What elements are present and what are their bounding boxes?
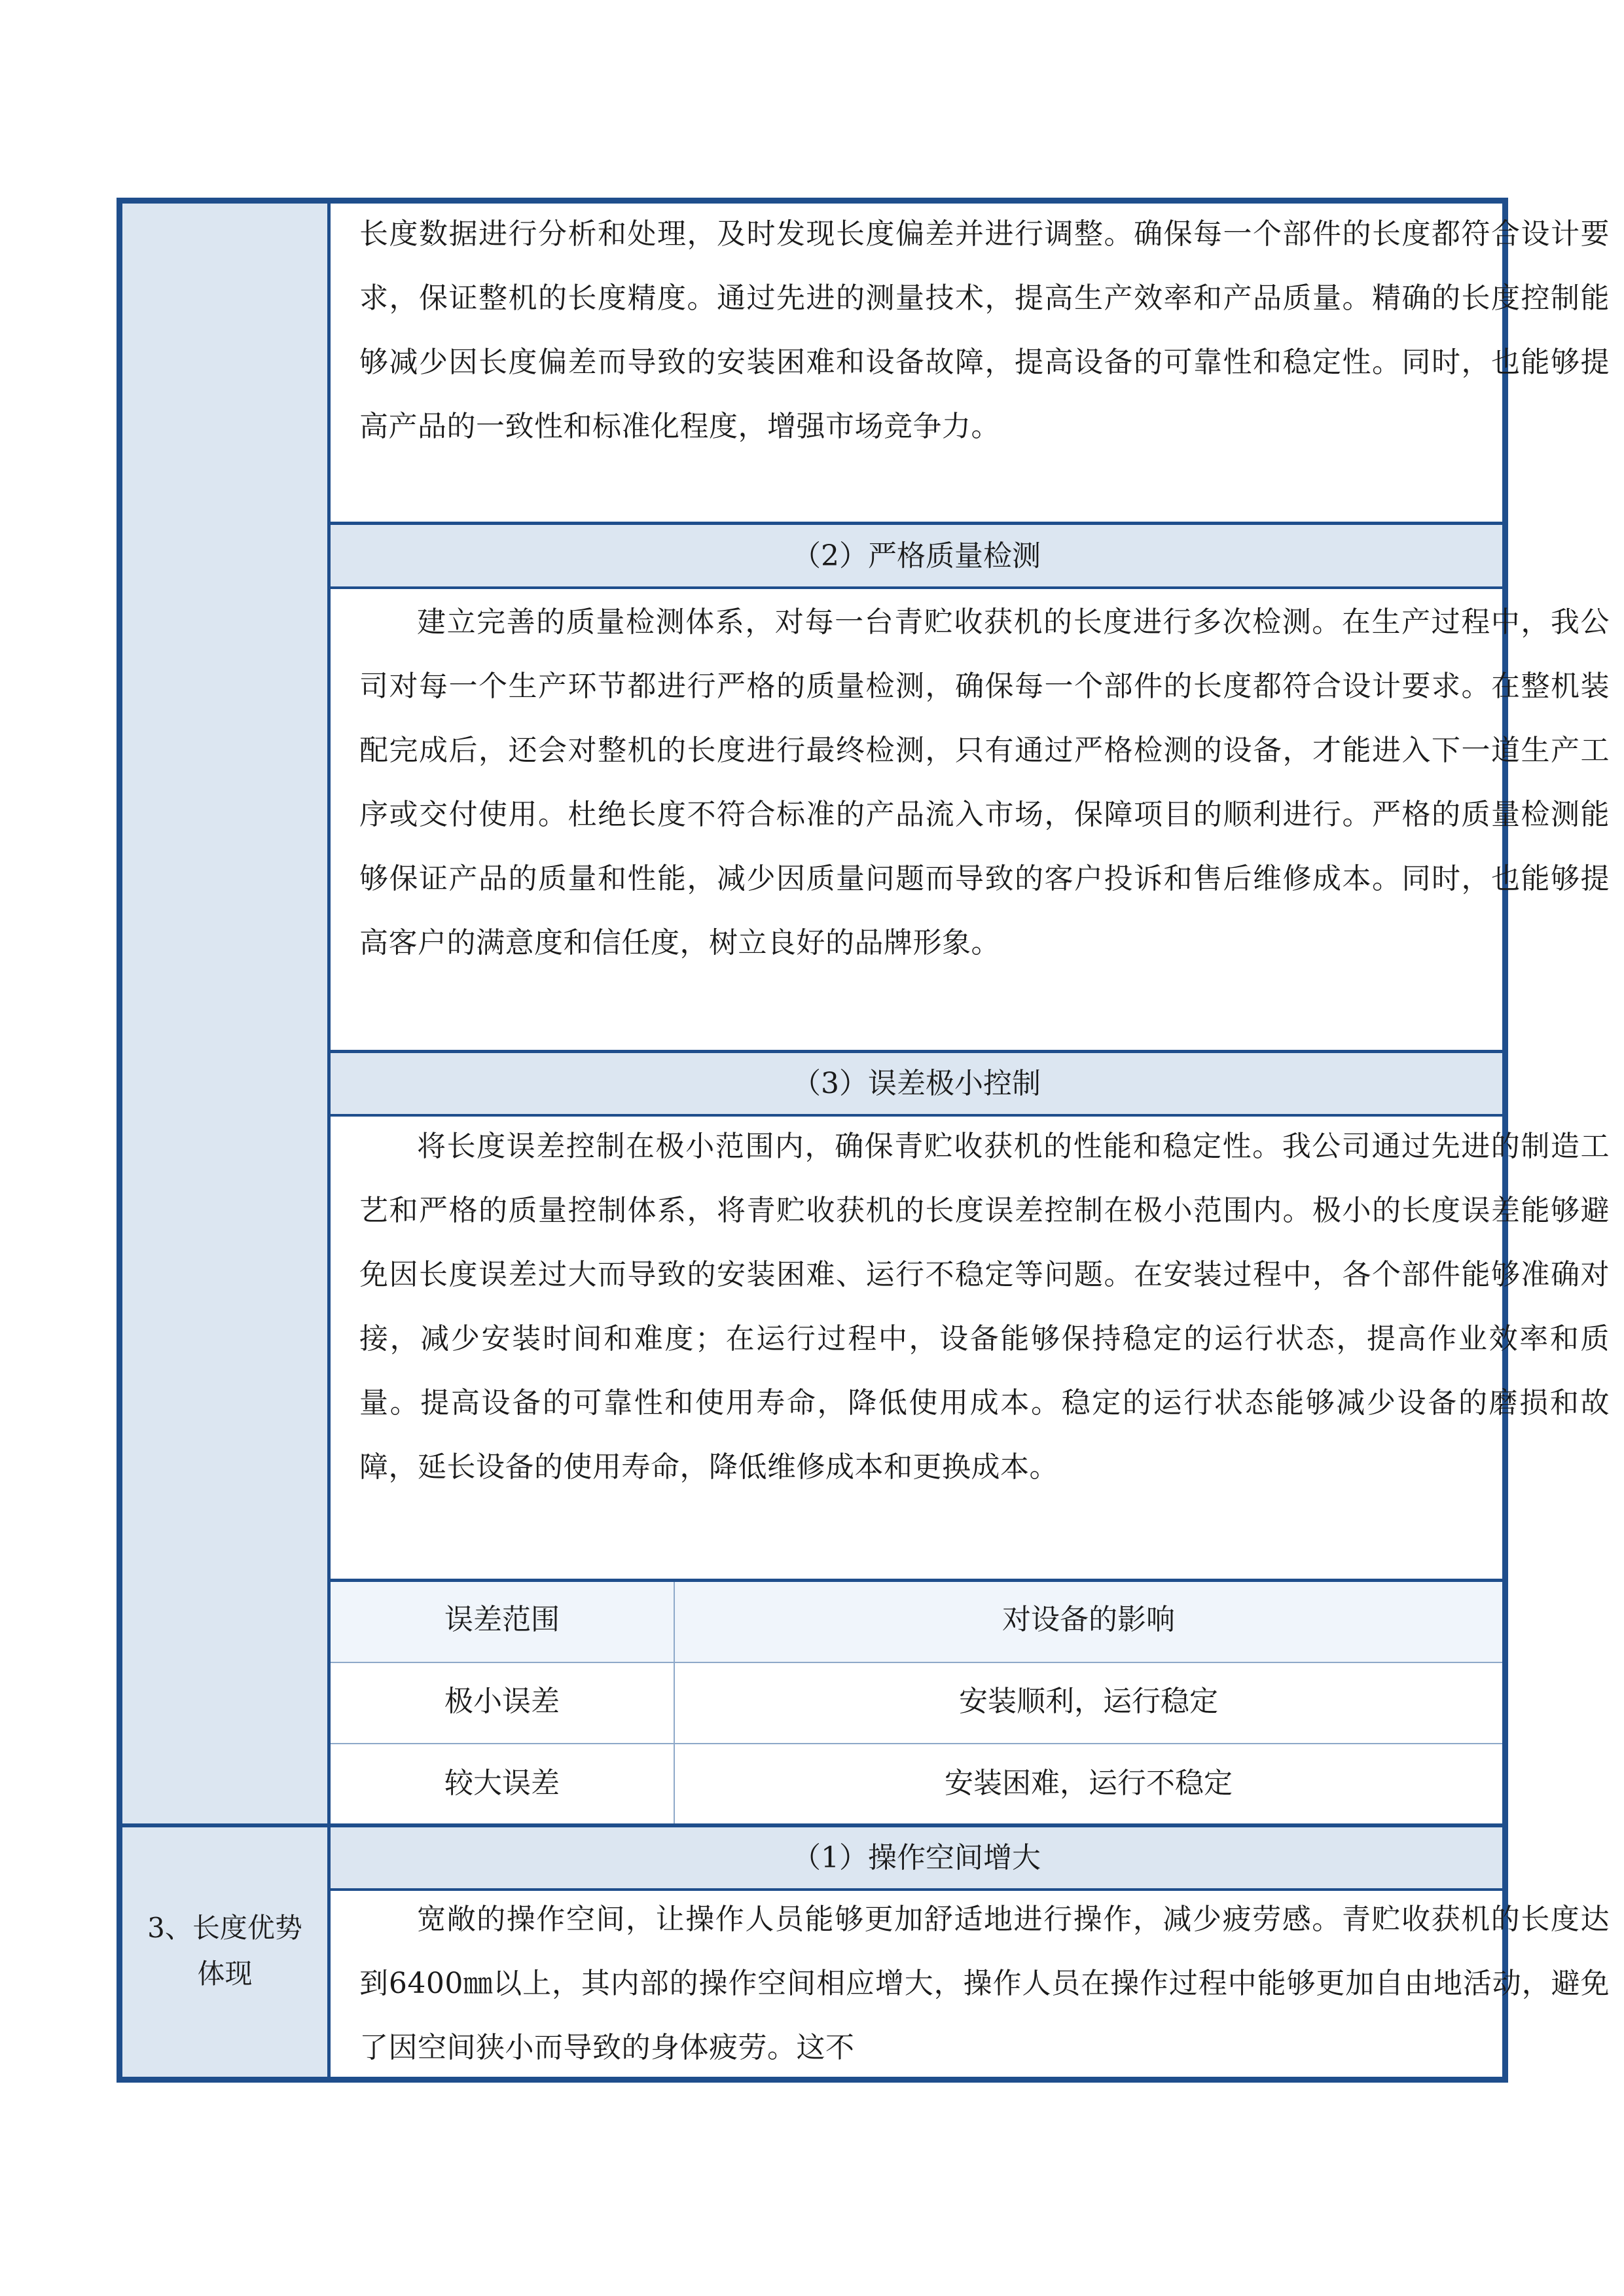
content-table (117, 198, 1610, 2083)
table-header-impact: 对设备的影响 (1002, 1603, 1175, 1636)
section3-title: （3）误差极小控制 (792, 1067, 1041, 1100)
row2-paragraph: 宽敞的操作空间，让操作人员能够更加舒适地进行操作，减少疲劳感。青贮收获机的长度达到6400㎜以上，其内部的操作空间相应增大，操作人员在操作过程中能够更加自由地活动，避免了因空间狭小而导致的身体疲劳。这不 (359, 1903, 1610, 2064)
table-cell: 较大误差 (444, 1767, 560, 1800)
table-cell: 安装困难，运行不稳定 (945, 1767, 1233, 1800)
section1-paragraph: 长度数据进行分析和处理，及时发现长度偏差并进行调整。确保每一个部件的长度都符合设计要求，保证整机的长度精度。通过先进的测量技术，提高生产效率和产品质量。精确的长度控制能够减少因长度偏差而导致的安装困难和设备故障，提高设备的可靠性和稳定性。同时，也能够提高产品的一致性和标准化程度，增强市场竞争力。 (359, 217, 1610, 443)
row-label-length-advantage: 3、长度优势体现 (147, 1912, 302, 1990)
row-label-cell (122, 204, 327, 1823)
section2-title: （2）严格质量检测 (792, 539, 1041, 573)
table-cell: 极小误差 (444, 1685, 560, 1718)
table-header-range: 误差范围 (444, 1603, 560, 1636)
section2-paragraph: 建立完善的质量检测体系，对每一台青贮收获机的长度进行多次检测。在生产过程中，我公司对每一个生产环节都进行严格的质量检测，确保每一个部件的长度都符合设计要求。在整机装配完成后，还会对整机的长度进行最终检测，只有通过严格检测的设备，才能进入下一道生产工序或交付使用。杜绝长度不符合标准的产品流入市场，保障项目的顺利进行。严格的质量检测能够保证产品的质量和性能，减少因质量问题而导致的客户投诉和售后维修成本。同时，也能够提高客户的满意度和信任度，树立良好的品牌形象。 (359, 605, 1610, 960)
section3-paragraph: 将长度误差控制在极小范围内，确保青贮收获机的性能和稳定性。我公司通过先进的制造工艺和严格的质量控制体系，将青贮收获机的长度误差控制在极小范围内。极小的长度误差能够避免因长度误差过大而导致的安装困难、运行不稳定等问题。在安装过程中，各个部件能够准确对接，减少安装时间和难度；在运行过程中，设备能够保持稳定的运行状态，提高作业效率和质量。提高设备的可靠性和使用寿命，降低使用成本。稳定的运行状态能够减少设备的磨损和故障，延长设备的使用寿命，降低维修成本和更换成本。 (359, 1130, 1610, 1484)
table-cell: 安装顺利，运行稳定 (959, 1685, 1218, 1718)
row2-subtitle: （1）操作空间增大 (792, 1841, 1041, 1874)
